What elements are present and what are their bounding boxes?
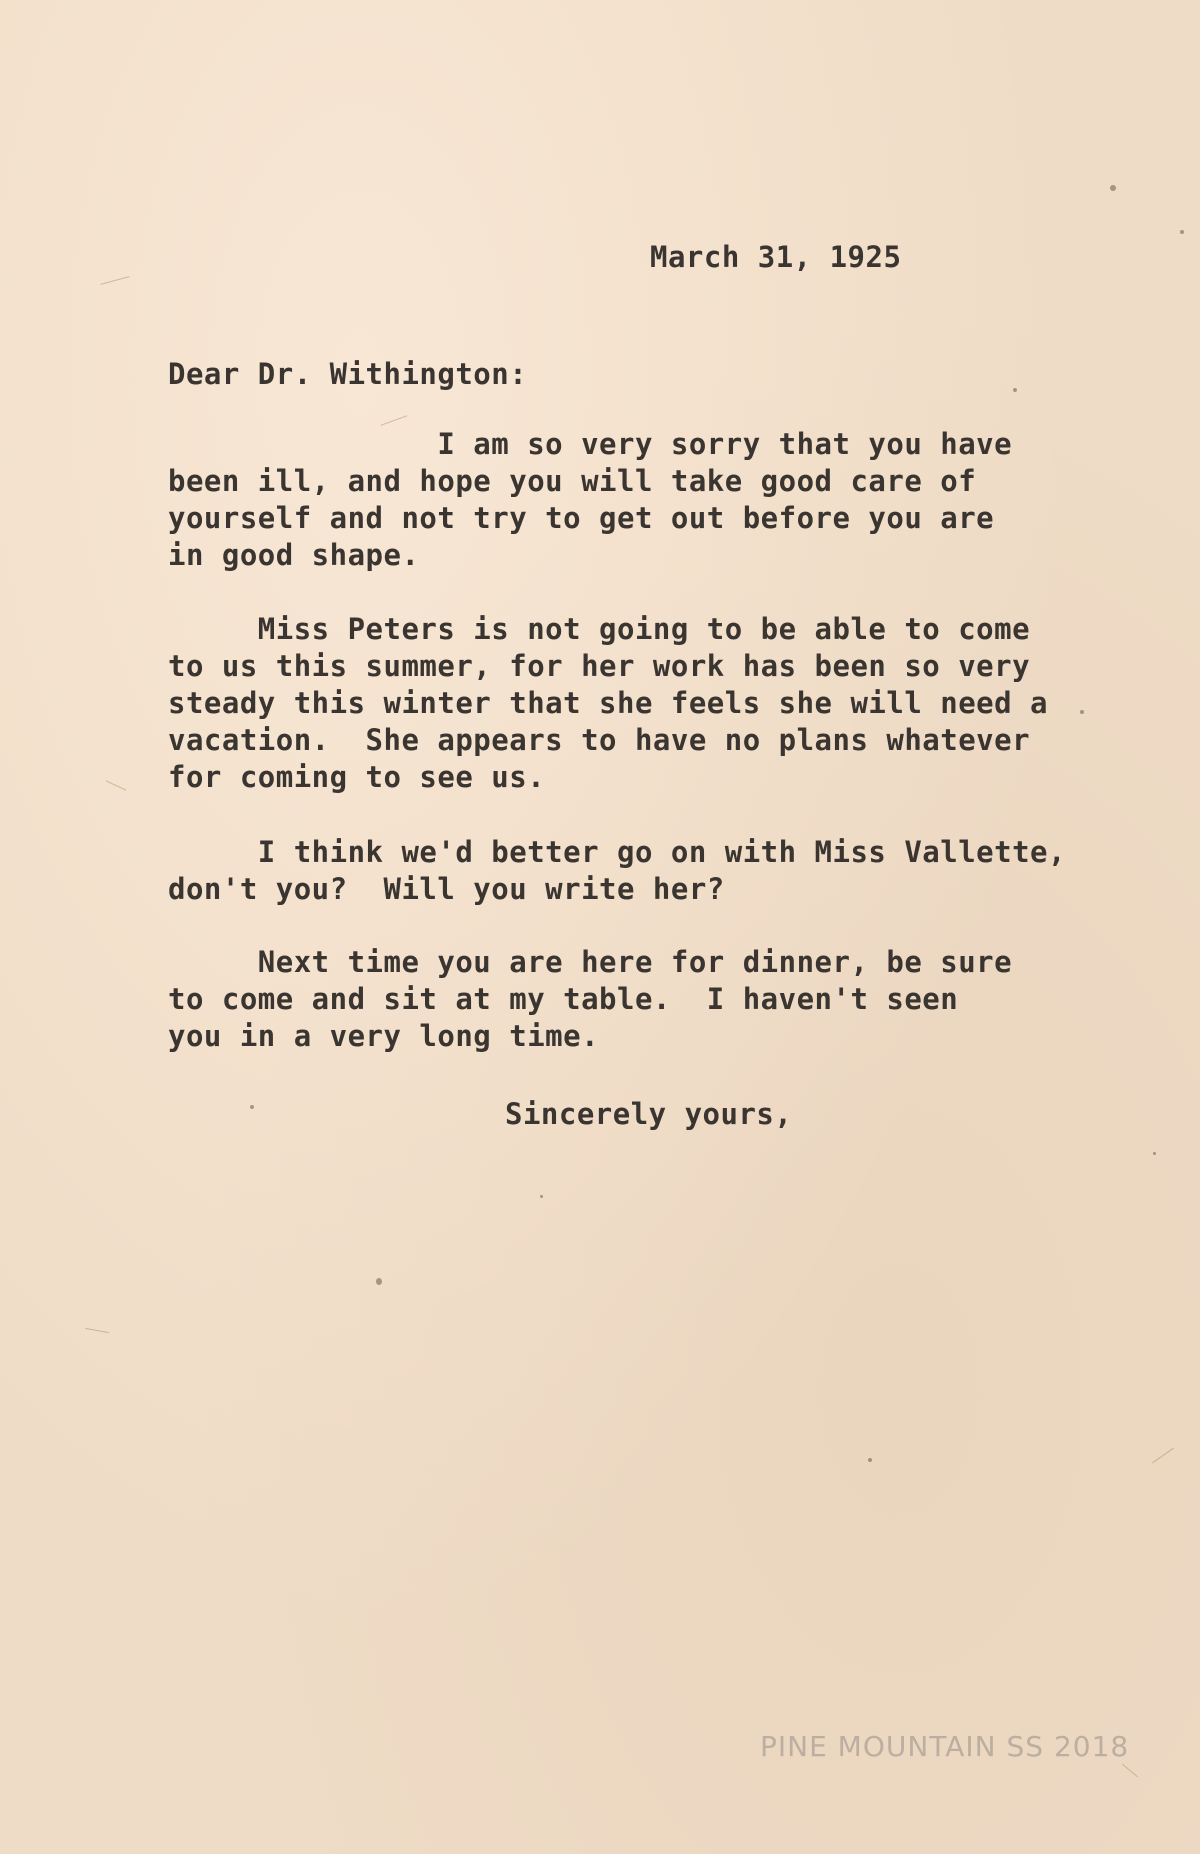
paragraph-line: vacation. She appears to have no plans whatever — [168, 723, 1031, 757]
paper-speck — [1080, 710, 1084, 714]
paragraph-line: to come and sit at my table. I haven't seen — [168, 982, 959, 1016]
paper-speck — [1180, 230, 1184, 234]
paper-fiber — [1152, 1448, 1174, 1464]
paper-speck — [1110, 185, 1116, 191]
paper-fiber — [106, 780, 126, 790]
paragraph-line: Miss Peters is not going to be able to come — [168, 612, 1031, 646]
letter-salutation: Dear Dr. Withington: — [168, 357, 528, 391]
paragraph-line: yourself and not try to get out before you are — [168, 501, 995, 535]
paper-speck — [868, 1458, 872, 1462]
paper-speck — [540, 1195, 543, 1198]
paper-speck — [1013, 388, 1017, 392]
paragraph-line: I am so very sorry that you have — [168, 427, 1013, 461]
paragraph-line: in good shape. — [168, 538, 420, 572]
paper-fiber — [1122, 1764, 1138, 1778]
paragraph-line: don't you? Will you write her? — [168, 872, 725, 906]
letter-paragraph — [168, 427, 1168, 587]
paragraph-line: you in a very long time. — [168, 1019, 600, 1053]
letter-date: March 31, 1925 — [650, 240, 902, 274]
letter-paragraph — [168, 945, 1168, 1065]
paragraph-line: Next time you are here for dinner, be sure — [168, 945, 1013, 979]
paragraph-line: steady this winter that she feels she will need a — [168, 686, 1049, 720]
letter-paragraph — [168, 612, 1168, 812]
archive-watermark: PINE MOUNTAIN SS 2018 — [760, 1730, 1130, 1763]
paper-fiber — [85, 1328, 109, 1333]
paragraph-line: for coming to see us. — [168, 760, 546, 794]
paper-speck — [1153, 1152, 1156, 1155]
paragraph-line: I think we'd better go on with Miss Vallette, — [168, 835, 1066, 869]
paper-speck — [376, 1278, 382, 1285]
paragraph-line: to us this summer, for her work has been so very — [168, 649, 1031, 683]
paper-fiber — [381, 415, 408, 426]
letter-closing: Sincerely yours, — [505, 1097, 793, 1131]
paper-fiber — [100, 276, 129, 285]
paper-speck — [250, 1105, 254, 1109]
paragraph-line: been ill, and hope you will take good care of — [168, 464, 977, 498]
letter-paragraph — [168, 835, 1168, 915]
